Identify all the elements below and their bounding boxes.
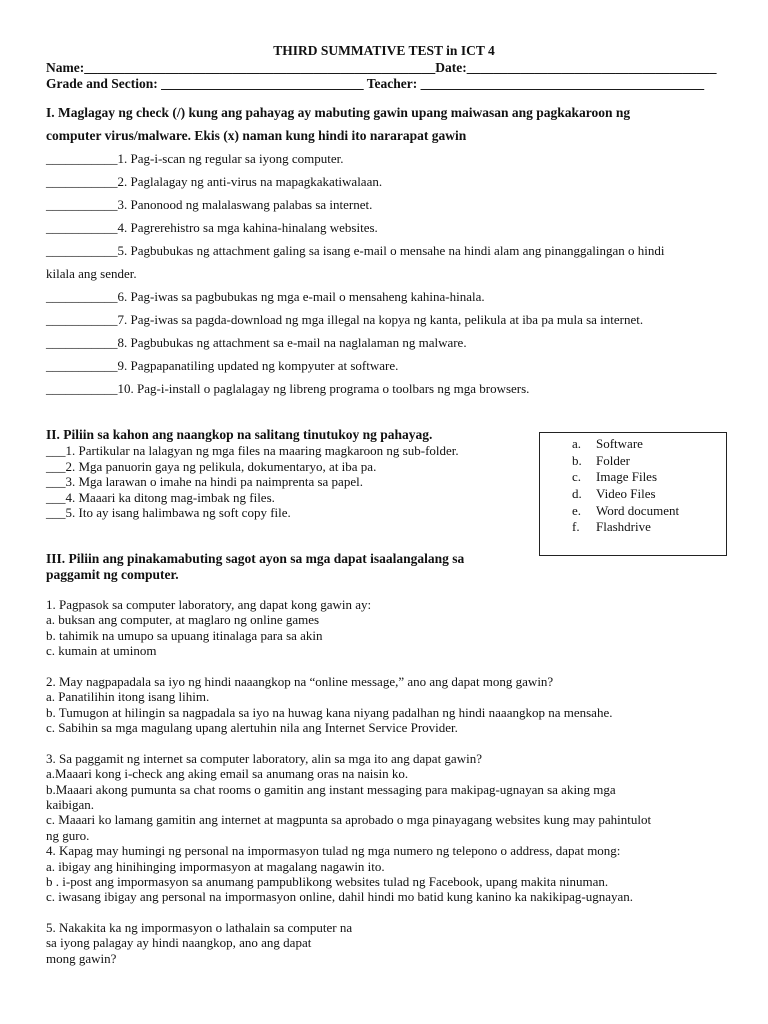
part1-item: ___________2. Paglalagay ng anti-virus na mapagkakatiwalaan.: [46, 174, 383, 189]
answer-option: c. kumain at uminom: [46, 643, 157, 658]
question-line: mong gawin?: [46, 951, 117, 966]
answer-option: a. ibigay ang hinihinging impormasyon at magalang nagawin ito.: [46, 859, 385, 874]
question-line: 5. Nakakita ka ng impormasyon o lathalain sa computer na: [46, 920, 353, 935]
answer-option: a. buksan ang computer, at maglaro ng online games: [46, 612, 320, 627]
part1-item: ___________1. Pag-i-scan ng regular sa iyong computer.: [46, 151, 344, 166]
part2-item: ___2. Mga panuorin gaya ng pelikula, dokumentaryo, at iba pa.: [46, 459, 377, 474]
question-line: 1. Pagpasok sa computer laboratory, ang dapat kong gawin ay:: [46, 597, 372, 612]
answer-option: b. tahimik na umupo sa upuang itinalaga para sa akin: [46, 628, 323, 643]
choice-text: Software: [596, 436, 643, 451]
part1-item: ___________10. Pag-i-install o paglalagay ng libreng programa o toolbars ng mga browsers.: [46, 381, 530, 396]
answer-option: kaibigan.: [46, 797, 95, 812]
part1-instruction-line1: I. Maglagay ng check (/) kung ang pahayag ay mabuting gawin upang maiwasan ang pagkakaroon ng: [46, 105, 631, 120]
answer-option: ng guro.: [46, 828, 90, 843]
part2-item: ___3. Mga larawan o imahe na hindi pa naimprenta sa papel.: [46, 474, 363, 489]
part1-item: ___________6. Pag-iwas sa pagbubukas ng mga e-mail o mensaheng kahina-hinala.: [46, 289, 485, 304]
part1-item: ___________5. Pagbubukas ng attachment galing sa isang e-mail o mensahe na hindi alam ang pinanggalingan o hindi: [46, 243, 665, 258]
part1-item: ___________4. Pagrerehistro sa mga kahina-hinalang websites.: [46, 220, 378, 235]
choice-text: Video Files: [596, 486, 656, 501]
answer-option: a.Maaari kong i-check ang aking email sa anumang oras na naisin ko.: [46, 766, 409, 781]
question-line: 4. Kapag may humingi ng personal na impormasyon tulad ng mga numero ng telepono o address, dapat mong:: [46, 843, 621, 858]
answer-option: b. Tumugon at hilingin sa nagpadala sa iyo na huwag kana niyang padalhan ng hindi naaangkop na mensahe.: [46, 705, 613, 720]
part1-item: ___________3. Panonood ng malalaswang palabas sa internet.: [46, 197, 373, 212]
part2-item: ___4. Maaari ka ditong mag-imbak ng files.: [46, 490, 275, 505]
choice-letter: d.: [572, 486, 582, 501]
question-line: 2. May nagpapadala sa iyo ng hindi naaangkop na “online message,” ano ang dapat mong gawin?: [46, 674, 554, 689]
choice-letter: e.: [572, 503, 582, 518]
choice-letter: f.: [572, 519, 580, 534]
answer-option: c. Sabihin sa mga magulang upang alertuhin nila ang Internet Service Provider.: [46, 720, 458, 735]
question-line: 3. Sa paggamit ng internet sa computer laboratory, alin sa mga ito ang dapat gawin?: [46, 751, 482, 766]
part1-item: ___________9. Pagpapanatiling updated ng kompyuter at software.: [46, 358, 399, 373]
answer-option: c. iwasang ibigay ang personal na impormasyon online, dahil hindi mo batid kung kanino ka nakikipag-ugnayan.: [46, 889, 634, 904]
choice-text: Image Files: [596, 469, 658, 484]
grade-teacher-line: Grade and Section: ______________________________ Teacher: __________________________________________: [46, 76, 705, 91]
answer-option: a. Panatilihin itong isang lihim.: [46, 689, 210, 704]
name-date-line: Name:____________________________________________________Date:_____________________________________: [46, 60, 717, 75]
question-line: sa iyong palagay ay hindi naangkop, ano ang dapat: [46, 935, 312, 950]
answer-option: b . i-post ang impormasyon sa anumang pampublikong websites tulad ng Facebook, upang makita ninuman.: [46, 874, 609, 889]
choice-text: Flashdrive: [596, 519, 651, 534]
choice-text: Folder: [596, 453, 630, 468]
part1-instruction-line2: computer virus/malware. Ekis (x) naman kung hindi ito nararapat gawin: [46, 128, 467, 143]
choice-letter: b.: [572, 453, 582, 468]
part2-item: ___5. Ito ay isang halimbawa ng soft copy file.: [46, 505, 291, 520]
part2-instruction: II. Piliin sa kahon ang naangkop na salitang tinutukoy ng pahayag.: [46, 427, 433, 442]
test-title: THIRD SUMMATIVE TEST in ICT 4: [273, 43, 495, 58]
part3-instruction-line1: III. Piliin ang pinakamabuting sagot ayon sa mga dapat isaalangalang sa: [46, 551, 465, 566]
part1-item: ___________7. Pag-iwas sa pagda-download ng mga illegal na kopya ng kanta, pelikula at iba pa mula sa internet.: [46, 312, 644, 327]
choice-letter: a.: [572, 436, 582, 451]
part1-item: kilala ang sender.: [46, 266, 137, 281]
choice-text: Word document: [596, 503, 680, 518]
choices-box: [539, 432, 727, 556]
part2-item: ___1. Partikular na lalagyan ng mga files na maaring magkaroon ng sub-folder.: [46, 443, 459, 458]
choice-letter: c.: [572, 469, 582, 484]
answer-option: c. Maaari ko lamang gamitin ang internet at magpunta sa aprobado o mga pinayagang websites kung may pahintulot: [46, 812, 652, 827]
part1-item: ___________8. Pagbubukas ng attachment sa e-mail na naglalaman ng malware.: [46, 335, 467, 350]
part3-instruction-line2: paggamit ng computer.: [46, 567, 179, 582]
answer-option: b.Maaari akong pumunta sa chat rooms o gamitin ang instant messaging para makipag-ugnayan sa aking mga: [46, 782, 616, 797]
